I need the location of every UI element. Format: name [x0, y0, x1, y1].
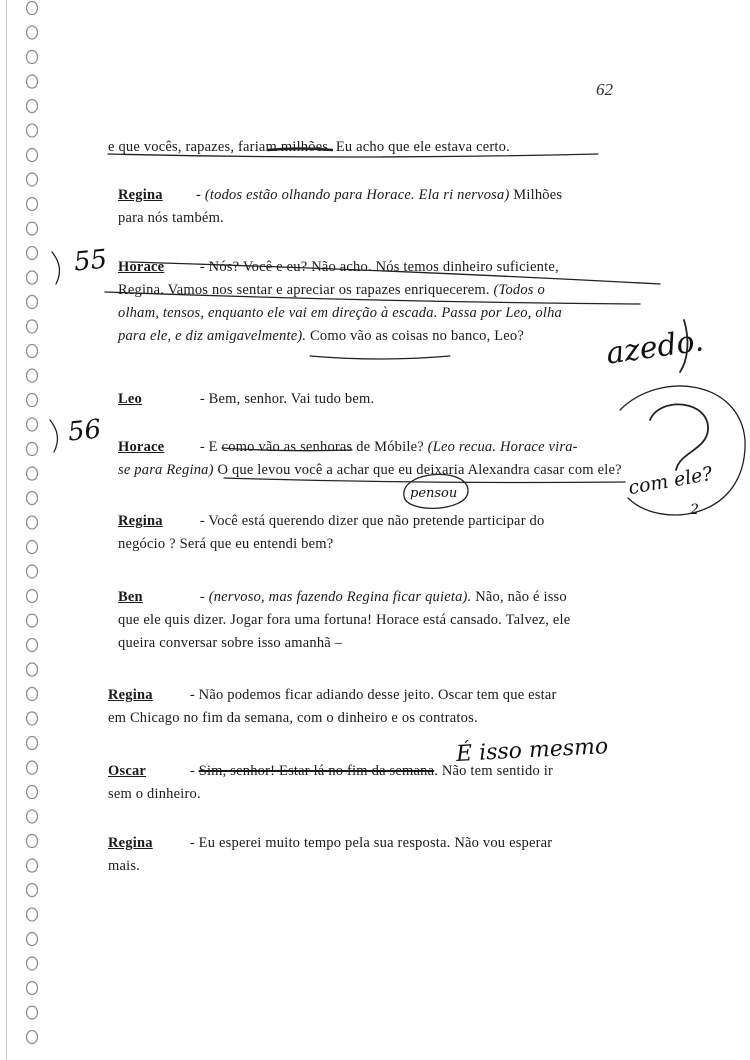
binder-hole — [27, 75, 38, 88]
binder-hole — [27, 443, 38, 456]
dialogue-text: para nós também. — [118, 210, 224, 226]
stage-direction: olham, tensos, enquanto ele vai em direção à escada. Passa por Leo, olha — [118, 305, 562, 321]
struck-text: Sim, senhor! Estar lá no fim da semana — [198, 763, 435, 779]
paragraph-regina-1 — [118, 184, 562, 230]
binder-hole — [27, 737, 38, 750]
stage-direction: se para Regina) — [118, 462, 214, 478]
binder-hole — [27, 149, 38, 162]
binder-hole — [27, 1006, 38, 1019]
binder-hole — [27, 908, 38, 921]
stage-direction: (Leo recua. Horace vira- — [423, 439, 578, 455]
paragraph-oscar — [108, 760, 553, 806]
binder-hole — [27, 663, 38, 676]
binder-hole — [27, 712, 38, 725]
dialogue-text: - Você está querendo dizer que não pretende participar do — [196, 513, 545, 529]
binder-hole — [27, 100, 38, 113]
stage-direction: para ele, e diz amigavelmente). — [118, 328, 307, 344]
underline-mark — [310, 356, 450, 359]
page-edge — [6, 0, 7, 1060]
binder-hole — [27, 688, 38, 701]
dialogue-text: - Nós? Você e eu? Não acho. Nós temos dinheiro suficiente, — [196, 259, 559, 275]
dialogue-text: Milhões — [509, 187, 563, 203]
binder-hole — [27, 26, 38, 39]
binder-hole — [27, 541, 38, 554]
binder-hole — [27, 835, 38, 848]
dialogue-text: - Não podemos ficar adiando desse jeito. Oscar tem que estar — [186, 687, 557, 703]
annotation-mark-2: 2 — [690, 502, 699, 518]
stage-direction: (Todos o — [493, 282, 545, 298]
speaker-horace: Horace — [118, 259, 165, 275]
paragraph-leo — [118, 388, 374, 411]
paragraph-horace-1 — [118, 256, 562, 348]
speaker-regina: Regina — [118, 513, 163, 529]
paragraph-ben — [118, 586, 570, 655]
paragraph-regina-4 — [108, 832, 552, 878]
binder-hole — [27, 884, 38, 897]
paragraph-1 — [108, 136, 510, 159]
binder-hole — [27, 982, 38, 995]
binder-hole — [27, 590, 38, 603]
binder-hole — [27, 614, 38, 627]
page-number: 62 — [596, 80, 613, 99]
dash: - — [196, 589, 209, 605]
binder-hole — [27, 859, 38, 872]
binder-hole — [27, 786, 38, 799]
bracket-mark — [50, 420, 57, 452]
stage-direction: (todos estão olhando para Horace. Ela ri nervosa) — [204, 187, 510, 203]
annotation-azedo: azedo. — [604, 323, 706, 372]
dialogue-text: que ele quis dizer. Jogar fora uma fortuna! Horace está cansado. Talvez, ele — [118, 612, 571, 628]
dialogue-text: . Não tem sentido ir — [434, 763, 553, 779]
annotation-mark-56: 56 — [66, 414, 103, 448]
speaker-horace: Horace — [118, 439, 165, 455]
dialogue-text: mais. — [108, 858, 141, 874]
speaker-ben: Ben — [118, 589, 143, 605]
dialogue-text: - E como vão as senhoras de Móbile? — [196, 439, 424, 455]
binder-hole — [27, 222, 38, 235]
paragraph-regina-2 — [118, 510, 544, 556]
binder-hole — [27, 957, 38, 970]
paragraph-horace-2 — [118, 436, 622, 482]
question-mark — [650, 404, 708, 470]
binder-hole — [27, 565, 38, 578]
dialogue-text: sem o dinheiro. — [108, 786, 201, 802]
bracket-mark — [52, 252, 59, 284]
paragraph-regina-3 — [108, 684, 557, 730]
annotation-mark-55: 55 — [72, 244, 109, 278]
dialogue-text: - Eu esperei muito tempo pela sua resposta. Não vou esperar — [186, 835, 553, 851]
binder-hole — [27, 810, 38, 823]
binder-hole — [27, 271, 38, 284]
dialogue-text: Não, não é isso — [471, 589, 567, 605]
speaker-leo: Leo — [118, 391, 142, 407]
binder-hole — [27, 516, 38, 529]
binder-hole — [27, 247, 38, 260]
binder-hole — [27, 296, 38, 309]
binder-hole — [27, 198, 38, 211]
binder-hole — [27, 467, 38, 480]
annotation-pensou: pensou — [410, 486, 458, 501]
stage-direction: (nervoso, mas fazendo Regina ficar quieta). — [208, 589, 472, 605]
binder-hole — [27, 492, 38, 505]
speaker-regina: Regina — [118, 187, 163, 203]
binder-hole — [27, 124, 38, 137]
binder-hole — [27, 345, 38, 358]
dialogue-text: Como vão as coisas no banco, Leo? — [306, 328, 525, 344]
binder-hole — [27, 2, 38, 15]
annotation-com-ele: com ele? — [626, 462, 715, 500]
binder-hole — [27, 394, 38, 407]
dialogue-text: - Bem, senhor. Vai tudo bem. — [196, 391, 375, 407]
binder-hole — [27, 51, 38, 64]
binder-hole — [27, 761, 38, 774]
dialogue-text: negócio ? Será que eu entendi bem? — [118, 536, 334, 552]
binder-hole — [27, 639, 38, 652]
binder-hole — [27, 320, 38, 333]
binder-hole — [27, 369, 38, 382]
speaker-regina: Regina — [108, 687, 153, 703]
dash: - — [186, 763, 199, 779]
speaker-regina: Regina — [108, 835, 153, 851]
binder-hole — [27, 933, 38, 946]
paragraph-1-text: e que vocês, rapazes, fariam milhões. Eu acho que ele estava certo. — [108, 139, 510, 155]
binder-hole — [27, 418, 38, 431]
dialogue-text: O que levou você a achar que eu deixaria Alexandra casar com ele? — [213, 462, 622, 478]
dialogue-text: em Chicago no fim da semana, com o dinheiro e os contratos. — [108, 710, 478, 726]
annotation-e-isso-mesmo: É isso mesmo — [455, 734, 609, 767]
speaker-oscar: Oscar — [108, 763, 147, 779]
binder-holes — [0, 0, 48, 1060]
binder-hole — [27, 173, 38, 186]
dash: - — [196, 187, 202, 203]
dialogue-text: queira conversar sobre isso amanhã – — [118, 635, 343, 651]
dialogue-text: Regina. Vamos nos sentar e apreciar os rapazes enriquecerem. — [118, 282, 494, 298]
binder-hole — [27, 1031, 38, 1044]
